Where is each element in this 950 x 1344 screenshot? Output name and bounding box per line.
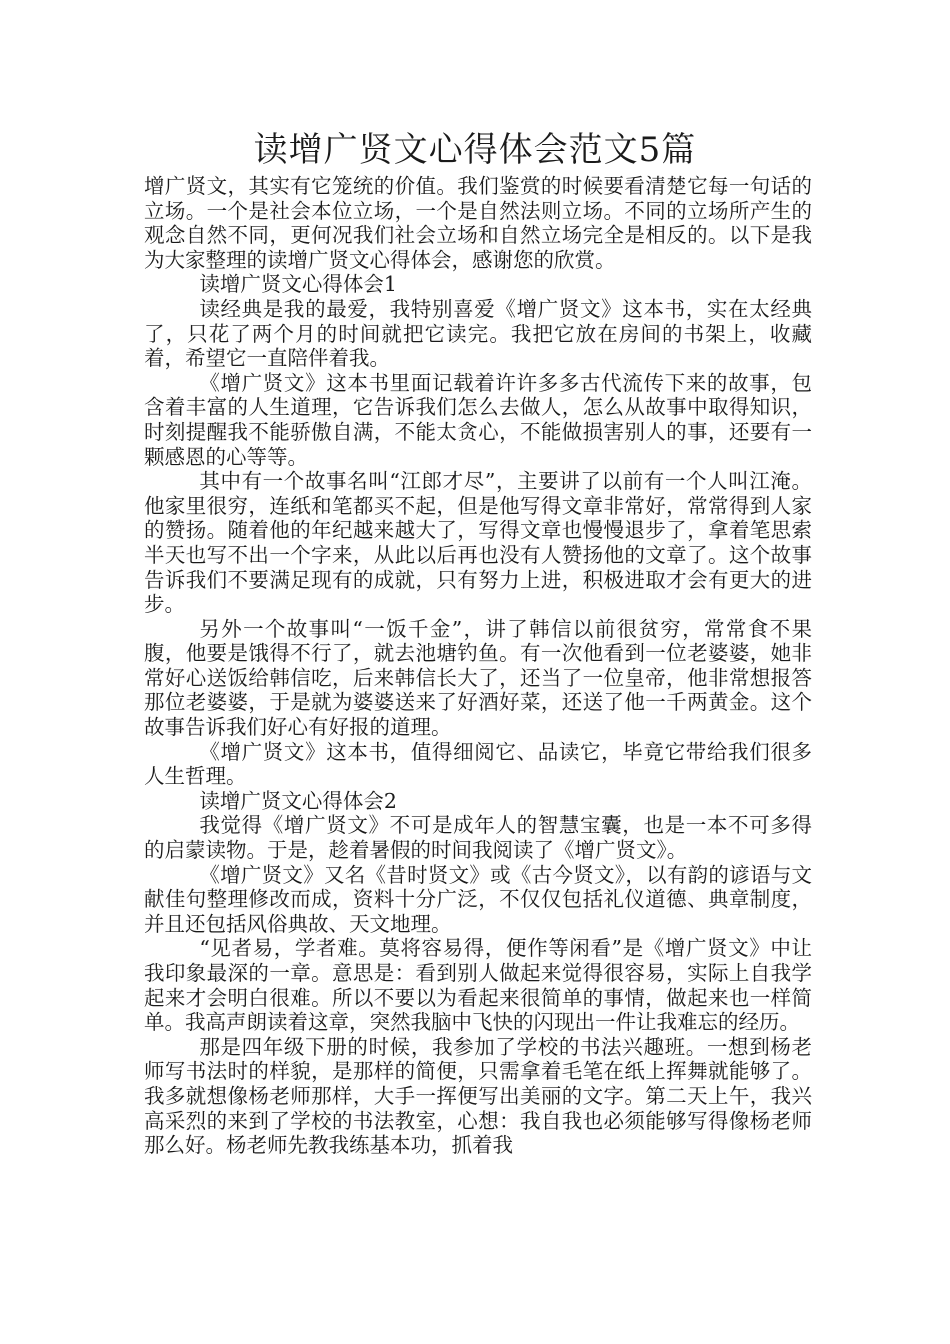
- body-paragraph: 我觉得《增广贤文》不可是成年人的智慧宝囊，也是一本不可多得的启蒙读物。于是，趁着暑假的时间我阅读了《增广贤文》。: [144, 813, 812, 863]
- body-paragraph: 另外一个故事叫“一饭千金”，讲了韩信以前很贫穷，常常食不果腹，他要是饿得不行了，就去池塘钓鱼。有一次他看到一位老婆婆，她非常好心送饭给韩信吃，后来韩信长大了，还当了一位皇帝，他非常想报答那位老婆婆，于是就为婆婆送来了好酒好菜，还送了他一千两黄金。这个故事告诉我们好心有好报的道理。: [144, 616, 812, 740]
- body-paragraph: 读经典是我的最爱，我特别喜爱《增广贤文》这本书，实在太经典了，只花了两个月的时间就把它读完。我把它放在房间的书架上，收藏着，希望它一直陪伴着我。: [144, 296, 812, 371]
- document-body: [144, 174, 812, 1158]
- section-heading-2: 读增广贤文心得体会2: [199, 788, 397, 813]
- page-title: 读增广贤文心得体会范文5篇: [253, 130, 697, 170]
- body-paragraph: 《增广贤文》这本书，值得细阅它、品读它，毕竟它带给我们很多人生哲理。: [144, 739, 812, 789]
- body-paragraph: 那是四年级下册的时候，我参加了学校的书法兴趣班。一想到杨老师写书法时的样貌，是那样的简便，只需拿着毛笔在纸上挥舞就能够了。我多就想像杨老师那样，大手一挥便写出美丽的文字。第二天上午，我兴高采烈的来到了学校的书法教室，心想：我自我也必须能够写得像杨老师那么好。杨老师先教我练基本功，抓着我: [144, 1034, 812, 1158]
- body-paragraph: “见者易，学者难。莫将容易得，便作等闲看”是《增广贤文》中让我印象最深的一章。意思是：看到别人做起来觉得很容易，实际上自我学起来才会明白很难。所以不要以为看起来很简单的事情，做起来也一样简单。我高声朗读着这章，突然我脑中飞快的闪现出一件让我难忘的经历。: [144, 936, 812, 1035]
- intro-paragraph: 增广贤文，其实有它笼统的价值。我们鉴赏的时候要看清楚它每一句话的立场。一个是社会本位立场，一个是自然法则立场。不同的立场所产生的观念自然不同，更何况我们社会立场和自然立场完全是相反的。以下是我为大家整理的读增广贤文心得体会，感谢您的欣赏。: [144, 174, 812, 272]
- section-heading-1: 读增广贤文心得体会1: [199, 272, 397, 297]
- body-paragraph: 其中有一个故事名叫“江郎才尽”，主要讲了以前有一个人叫江淹。他家里很穷，连纸和笔都买不起，但是他写得文章非常好，常常得到人家的赞扬。随着他的年纪越来越大了，写得文章也慢慢退步了，拿着笔思索半天也写不出一个字来，从此以后再也没有人赞扬他的文章了。这个故事告诉我们不要满足现有的成就，只有努力上进，积极进取才会有更大的进步。: [144, 469, 812, 617]
- body-paragraph: 《增广贤文》又名《昔时贤文》或《古今贤文》，以有韵的谚语与文献佳句整理修改而成，资料十分广泛，不仅仅包括礼仪道德、典章制度，并且还包括风俗典故、天文地理。: [144, 862, 812, 936]
- body-paragraph: 《增广贤文》这本书里面记载着许许多多古代流传下来的故事，包含着丰富的人生道理，它告诉我们怎么去做人，怎么从故事中取得知识，时刻提醒我不能骄傲自满，不能太贪心，不能做损害别人的事，还要有一颗感恩的心等等。: [144, 370, 812, 469]
